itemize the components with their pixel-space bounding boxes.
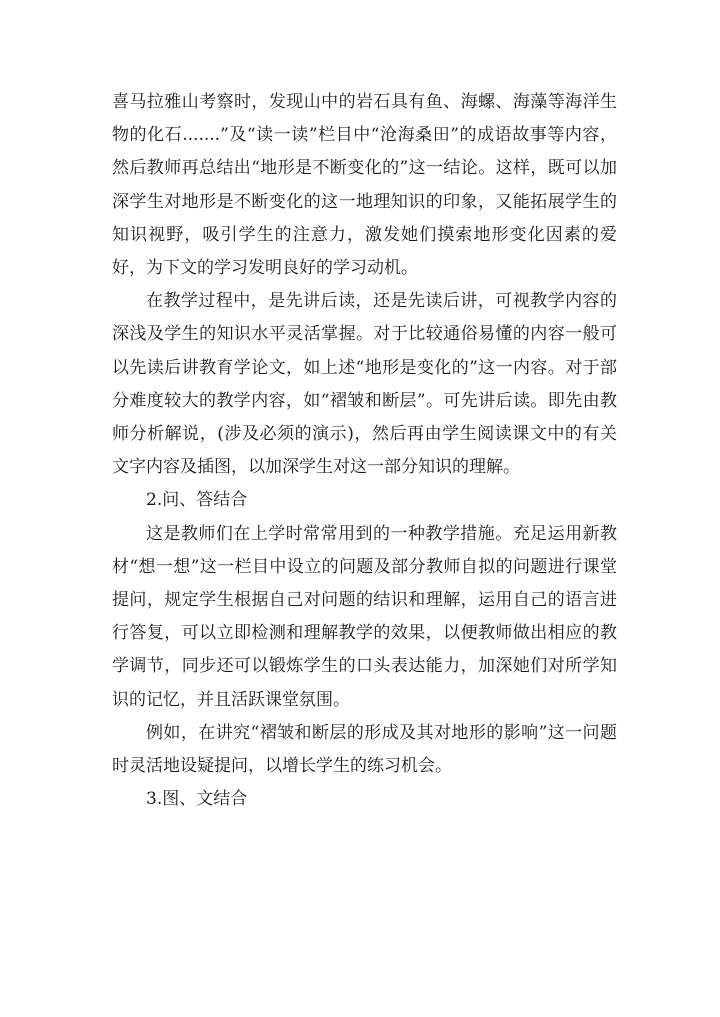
document-body <box>112 86 617 816</box>
section-heading-2: 2.问、答结合 <box>146 490 248 511</box>
paragraph-2: 在教学过程中，是先讲后读，还是先读后讲，可视教学内容的深浅及学生的知识水平灵活掌握。对于比较通俗易懂的内容一般可以先读后讲教育学论文，如上述“地形是变化的”这一内容。对于部分难度较大的教学内容，如“褶皱和断层”。可先讲后读。即先由教师分析解说，(涉及必须的演示)，然后再由学生阅读课文中的有关文字内容及插图，以加深学生对这一部分知识的理解。 <box>112 291 617 478</box>
paragraph-1: 喜马拉雅山考察时，发现山中的岩石具有鱼、海螺、海藻等海洋生物的化石.......”及“读一读”栏目中“沧海桑田”的成语故事等内容，然后教师再总结出“地形是不断变化的”这一结论。这样，既可以加深学生对地形是不断变化的这一地理知识的印象，又能拓展学生的知识视野，吸引学生的注意力，激发她们摸索地形变化因素的爱好，为下文的学习发明良好的学习动机。 <box>112 92 617 279</box>
paragraph-4: 例如，在讲究“褶皱和断层的形成及其对地形的影响”这一问题时灵活地设疑提问，以增长学生的练习机会。 <box>112 722 617 777</box>
paragraph-3: 这是教师们在上学时常常用到的一种教学措施。充足运用新教材“想一想”这一栏目中设立的问题及部分教师自拟的问题进行课堂提问，规定学生根据自己对问题的结识和理解，运用自己的语言进行答复，可以立即检测和理解教学的效果，以便教师做出相应的教学调节，同步还可以锻炼学生的口头表达能力，加深她们对所学知识的记忆，并且活跃课堂氛围。 <box>112 523 617 710</box>
section-heading-3: 3.图、文结合 <box>146 789 248 810</box>
